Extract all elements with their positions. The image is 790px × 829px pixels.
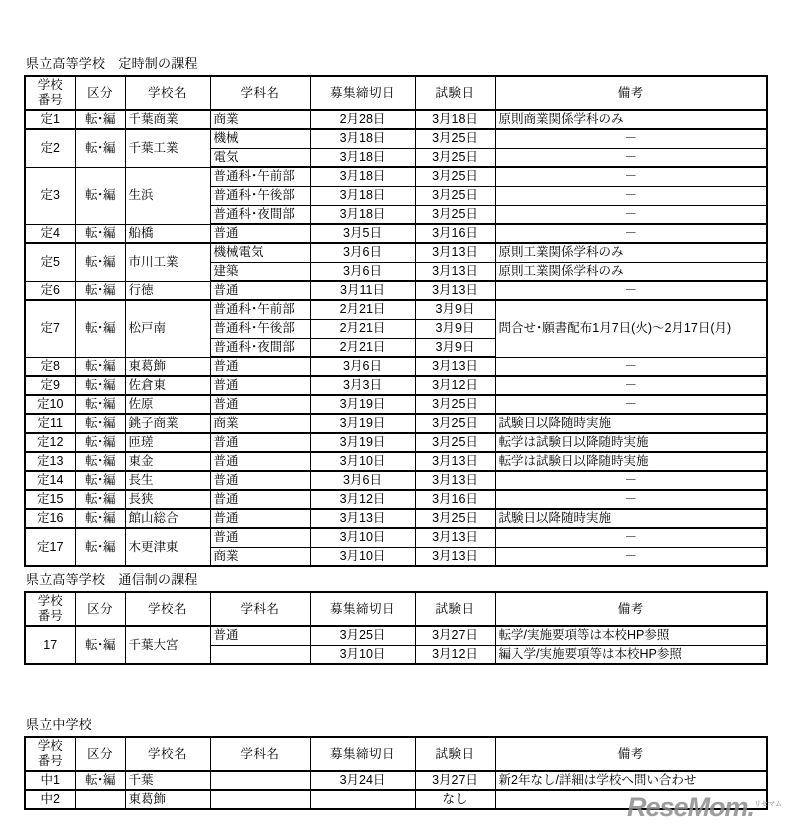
cell-kubun: 転･編 (75, 771, 125, 790)
table-tsushin (24, 591, 768, 665)
cell-notes: 原則工業関係学科のみ (495, 262, 767, 281)
cell-kubun: 転･編 (75, 357, 125, 376)
cell-department: 商業 (210, 414, 310, 433)
table-row (25, 452, 767, 471)
cell-notes: － (495, 490, 767, 509)
cell-school-name: 生浜 (125, 167, 210, 224)
cell-kubun: 転･編 (75, 414, 125, 433)
cell-school-number: 定16 (25, 509, 75, 528)
header-school-name: 学校名 (125, 737, 210, 771)
cell-exam-date: 3月13日 (415, 547, 495, 566)
header-exam-date: 試験日 (415, 592, 495, 626)
cell-school-name: 木更津東 (125, 528, 210, 566)
cell-department: 普通科･夜間部 (210, 205, 310, 224)
cell-department: 普通 (210, 395, 310, 414)
table-row (25, 471, 767, 490)
cell-school-number: 定5 (25, 243, 75, 281)
cell-school-number: 定11 (25, 414, 75, 433)
cell-notes: － (495, 167, 767, 186)
header-school-name: 学校名 (125, 592, 210, 626)
cell-school-number: 定1 (25, 110, 75, 129)
cell-department: 商業 (210, 110, 310, 129)
cell-exam-date: 3月12日 (415, 645, 495, 664)
cell-kubun: 転･編 (75, 471, 125, 490)
cell-notes: － (495, 357, 767, 376)
cell-notes: － (495, 224, 767, 243)
header-school-number-line1: 学校 (37, 594, 63, 608)
cell-department: 普通 (210, 433, 310, 452)
cell-exam-date: 3月16日 (415, 224, 495, 243)
table-row (25, 376, 767, 395)
cell-exam-date: 3月25日 (415, 205, 495, 224)
section-title-teijisei: 県立高等学校 定時制の課程 (26, 56, 198, 71)
cell-deadline: 3月18日 (310, 148, 415, 167)
table-row (25, 357, 767, 376)
cell-deadline: 3月18日 (310, 167, 415, 186)
cell-notes: － (495, 471, 767, 490)
header-exam-date: 試験日 (415, 737, 495, 771)
header-school-number (25, 592, 75, 626)
cell-deadline: 2月21日 (310, 338, 415, 357)
header-school-number-line2: 番号 (37, 609, 63, 623)
table-row (25, 528, 767, 547)
header-kubun: 区分 (75, 76, 125, 110)
cell-school-number: 定13 (25, 452, 75, 471)
cell-exam-date: 3月18日 (415, 110, 495, 129)
table-row (25, 281, 767, 300)
cell-exam-date: なし (415, 790, 495, 809)
cell-notes: 試験日以降随時実施 (495, 414, 767, 433)
cell-notes: 問合せ･願書配布1月7日(火)～2月17日(月) (495, 300, 767, 357)
cell-kubun: 転･編 (75, 626, 125, 664)
table-header-row (25, 592, 767, 626)
header-notes: 備考 (495, 737, 767, 771)
header-school-number-line1: 学校 (37, 78, 63, 92)
cell-department: 電気 (210, 148, 310, 167)
cell-kubun: 転･編 (75, 509, 125, 528)
cell-exam-date: 3月13日 (415, 243, 495, 262)
header-notes: 備考 (495, 592, 767, 626)
table-row (25, 490, 767, 509)
cell-school-number: 定15 (25, 490, 75, 509)
cell-notes: － (495, 395, 767, 414)
cell-kubun (75, 790, 125, 809)
cell-notes: 転学は試験日以降随時実施 (495, 452, 767, 471)
cell-school-name: 館山総合 (125, 509, 210, 528)
cell-deadline: 3月11日 (310, 281, 415, 300)
header-deadline: 募集締切日 (310, 592, 415, 626)
cell-department: 普通 (210, 626, 310, 645)
cell-notes: － (495, 186, 767, 205)
cell-deadline: 3月25日 (310, 626, 415, 645)
resemom-watermark (627, 792, 782, 823)
cell-department: 普通科･午前部 (210, 167, 310, 186)
cell-kubun: 転･編 (75, 167, 125, 224)
cell-school-number: 定9 (25, 376, 75, 395)
cell-deadline: 2月21日 (310, 300, 415, 319)
cell-school-name: 佐原 (125, 395, 210, 414)
cell-department: 商業 (210, 547, 310, 566)
header-school-name: 学校名 (125, 76, 210, 110)
cell-school-number: 定3 (25, 167, 75, 224)
cell-kubun: 転･編 (75, 243, 125, 281)
cell-school-name: 千葉商業 (125, 110, 210, 129)
cell-exam-date: 3月25日 (415, 129, 495, 148)
cell-school-name: 東葛飾 (125, 790, 210, 809)
cell-notes: 転学は試験日以降随時実施 (495, 433, 767, 452)
cell-exam-date: 3月27日 (415, 626, 495, 645)
cell-deadline: 3月10日 (310, 547, 415, 566)
table-row (25, 509, 767, 528)
cell-exam-date: 3月13日 (415, 262, 495, 281)
cell-school-name: 長狭 (125, 490, 210, 509)
cell-school-number: 定10 (25, 395, 75, 414)
cell-notes: － (495, 281, 767, 300)
cell-department: 普通 (210, 376, 310, 395)
table-row (25, 395, 767, 414)
cell-kubun: 転･編 (75, 490, 125, 509)
header-school-number-line2: 番号 (37, 754, 63, 768)
cell-notes: － (495, 376, 767, 395)
cell-kubun: 転･編 (75, 395, 125, 414)
cell-exam-date: 3月25日 (415, 395, 495, 414)
cell-deadline: 3月18日 (310, 129, 415, 148)
cell-department: 普通 (210, 509, 310, 528)
header-deadline: 募集締切日 (310, 737, 415, 771)
cell-deadline: 3月6日 (310, 243, 415, 262)
table-header-row (25, 76, 767, 110)
cell-exam-date: 3月25日 (415, 148, 495, 167)
cell-deadline: 3月12日 (310, 490, 415, 509)
cell-notes: － (495, 148, 767, 167)
cell-school-name: 長生 (125, 471, 210, 490)
cell-exam-date: 3月13日 (415, 357, 495, 376)
cell-deadline: 3月13日 (310, 509, 415, 528)
cell-deadline: 2月28日 (310, 110, 415, 129)
cell-school-number: 定14 (25, 471, 75, 490)
section-title-tsushin: 県立高等学校 通信制の課程 (26, 572, 198, 587)
cell-deadline: 3月18日 (310, 205, 415, 224)
cell-exam-date: 3月25日 (415, 509, 495, 528)
cell-kubun: 転･編 (75, 129, 125, 167)
table-body-teijisei (25, 110, 767, 566)
cell-notes: － (495, 528, 767, 547)
cell-deadline (310, 790, 415, 809)
cell-deadline: 3月3日 (310, 376, 415, 395)
cell-school-number: 定4 (25, 224, 75, 243)
cell-school-number: 定7 (25, 300, 75, 357)
cell-department: 普通科･午後部 (210, 319, 310, 338)
cell-school-number: 定8 (25, 357, 75, 376)
section-teijisei (24, 56, 768, 567)
cell-exam-date: 3月12日 (415, 376, 495, 395)
cell-school-number: 定12 (25, 433, 75, 452)
cell-exam-date: 3月25日 (415, 186, 495, 205)
cell-department: 普通科･午後部 (210, 186, 310, 205)
cell-notes: 原則工業関係学科のみ (495, 243, 767, 262)
cell-deadline: 3月10日 (310, 528, 415, 547)
table-row (25, 771, 767, 790)
cell-deadline: 3月6日 (310, 471, 415, 490)
cell-deadline: 3月19日 (310, 395, 415, 414)
cell-deadline: 3月10日 (310, 452, 415, 471)
table-teijisei (24, 75, 768, 567)
cell-department: 機械 (210, 129, 310, 148)
cell-department: 機械電気 (210, 243, 310, 262)
cell-deadline: 3月6日 (310, 262, 415, 281)
cell-department: 建築 (210, 262, 310, 281)
header-deadline: 募集締切日 (310, 76, 415, 110)
table-body-tsushin (25, 626, 767, 664)
header-kubun: 区分 (75, 592, 125, 626)
cell-department: 普通 (210, 471, 310, 490)
header-department: 学科名 (210, 76, 310, 110)
cell-deadline: 3月24日 (310, 771, 415, 790)
table-header-row (25, 737, 767, 771)
cell-school-number: 定2 (25, 129, 75, 167)
cell-kubun: 転･編 (75, 300, 125, 357)
cell-kubun: 転･編 (75, 281, 125, 300)
cell-notes: 編入学/実施要項等は本校HP参照 (495, 645, 767, 664)
cell-department: 普通科･夜間部 (210, 338, 310, 357)
cell-department: 普通 (210, 528, 310, 547)
cell-department (210, 771, 310, 790)
table-row (25, 300, 767, 319)
cell-school-name: 匝瑳 (125, 433, 210, 452)
cell-department: 普通科･午前部 (210, 300, 310, 319)
table-row (25, 433, 767, 452)
cell-notes: 試験日以降随時実施 (495, 509, 767, 528)
cell-notes: － (495, 547, 767, 566)
cell-notes: 新2年なし/詳細は学校へ問い合わせ (495, 771, 767, 790)
cell-department: 普通 (210, 357, 310, 376)
cell-deadline: 3月5日 (310, 224, 415, 243)
cell-exam-date: 3月16日 (415, 490, 495, 509)
cell-notes: 転学/実施要項等は本校HP参照 (495, 626, 767, 645)
cell-school-number: 17 (25, 626, 75, 664)
cell-exam-date: 3月9日 (415, 319, 495, 338)
cell-notes: 原則商業関係学科のみ (495, 110, 767, 129)
cell-school-name: 佐倉東 (125, 376, 210, 395)
cell-school-number: 中1 (25, 771, 75, 790)
cell-exam-date: 3月13日 (415, 281, 495, 300)
cell-deadline: 2月21日 (310, 319, 415, 338)
cell-school-name: 船橋 (125, 224, 210, 243)
cell-exam-date: 3月9日 (415, 338, 495, 357)
section-title-chugaku: 県立中学校 (26, 717, 93, 732)
table-row (25, 414, 767, 433)
cell-exam-date: 3月25日 (415, 414, 495, 433)
header-school-number-line1: 学校 (37, 739, 63, 753)
header-notes: 備考 (495, 76, 767, 110)
cell-exam-date: 3月13日 (415, 452, 495, 471)
cell-exam-date: 3月25日 (415, 167, 495, 186)
cell-exam-date: 3月27日 (415, 771, 495, 790)
watermark-superscript: リセマム (754, 801, 782, 808)
cell-school-name: 千葉大宮 (125, 626, 210, 664)
table-row (25, 243, 767, 262)
cell-department: 普通 (210, 490, 310, 509)
cell-school-name: 松戸南 (125, 300, 210, 357)
cell-school-number: 定6 (25, 281, 75, 300)
cell-school-name: 千葉工業 (125, 129, 210, 167)
cell-kubun: 転･編 (75, 452, 125, 471)
table-row (25, 224, 767, 243)
table-row (25, 167, 767, 186)
table-row (25, 626, 767, 645)
cell-kubun: 転･編 (75, 110, 125, 129)
header-school-number (25, 737, 75, 771)
cell-deadline: 3月19日 (310, 433, 415, 452)
cell-school-name: 市川工業 (125, 243, 210, 281)
cell-deadline: 3月18日 (310, 186, 415, 205)
cell-exam-date: 3月25日 (415, 433, 495, 452)
cell-kubun: 転･編 (75, 528, 125, 566)
cell-department: 普通 (210, 452, 310, 471)
cell-school-name: 千葉 (125, 771, 210, 790)
cell-school-name: 東金 (125, 452, 210, 471)
table-row (25, 110, 767, 129)
cell-school-number: 中2 (25, 790, 75, 809)
table-row (25, 129, 767, 148)
cell-department (210, 790, 310, 809)
cell-exam-date: 3月13日 (415, 471, 495, 490)
cell-kubun: 転･編 (75, 224, 125, 243)
section-tsushin (24, 572, 768, 665)
watermark-text: ReseMom. (627, 792, 755, 822)
cell-department (210, 645, 310, 664)
cell-school-name: 行徳 (125, 281, 210, 300)
cell-exam-date: 3月9日 (415, 300, 495, 319)
header-department: 学科名 (210, 592, 310, 626)
header-school-number (25, 76, 75, 110)
header-exam-date: 試験日 (415, 76, 495, 110)
cell-department: 普通 (210, 281, 310, 300)
header-kubun: 区分 (75, 737, 125, 771)
cell-department: 普通 (210, 224, 310, 243)
header-school-number-line2: 番号 (37, 93, 63, 107)
cell-notes: － (495, 129, 767, 148)
cell-deadline: 3月19日 (310, 414, 415, 433)
cell-deadline: 3月6日 (310, 357, 415, 376)
cell-school-name: 銚子商業 (125, 414, 210, 433)
cell-kubun: 転･編 (75, 376, 125, 395)
header-department: 学科名 (210, 737, 310, 771)
cell-school-number: 定17 (25, 528, 75, 566)
cell-kubun: 転･編 (75, 433, 125, 452)
cell-exam-date: 3月13日 (415, 528, 495, 547)
cell-deadline: 3月10日 (310, 645, 415, 664)
cell-school-name: 東葛飾 (125, 357, 210, 376)
cell-notes: － (495, 205, 767, 224)
